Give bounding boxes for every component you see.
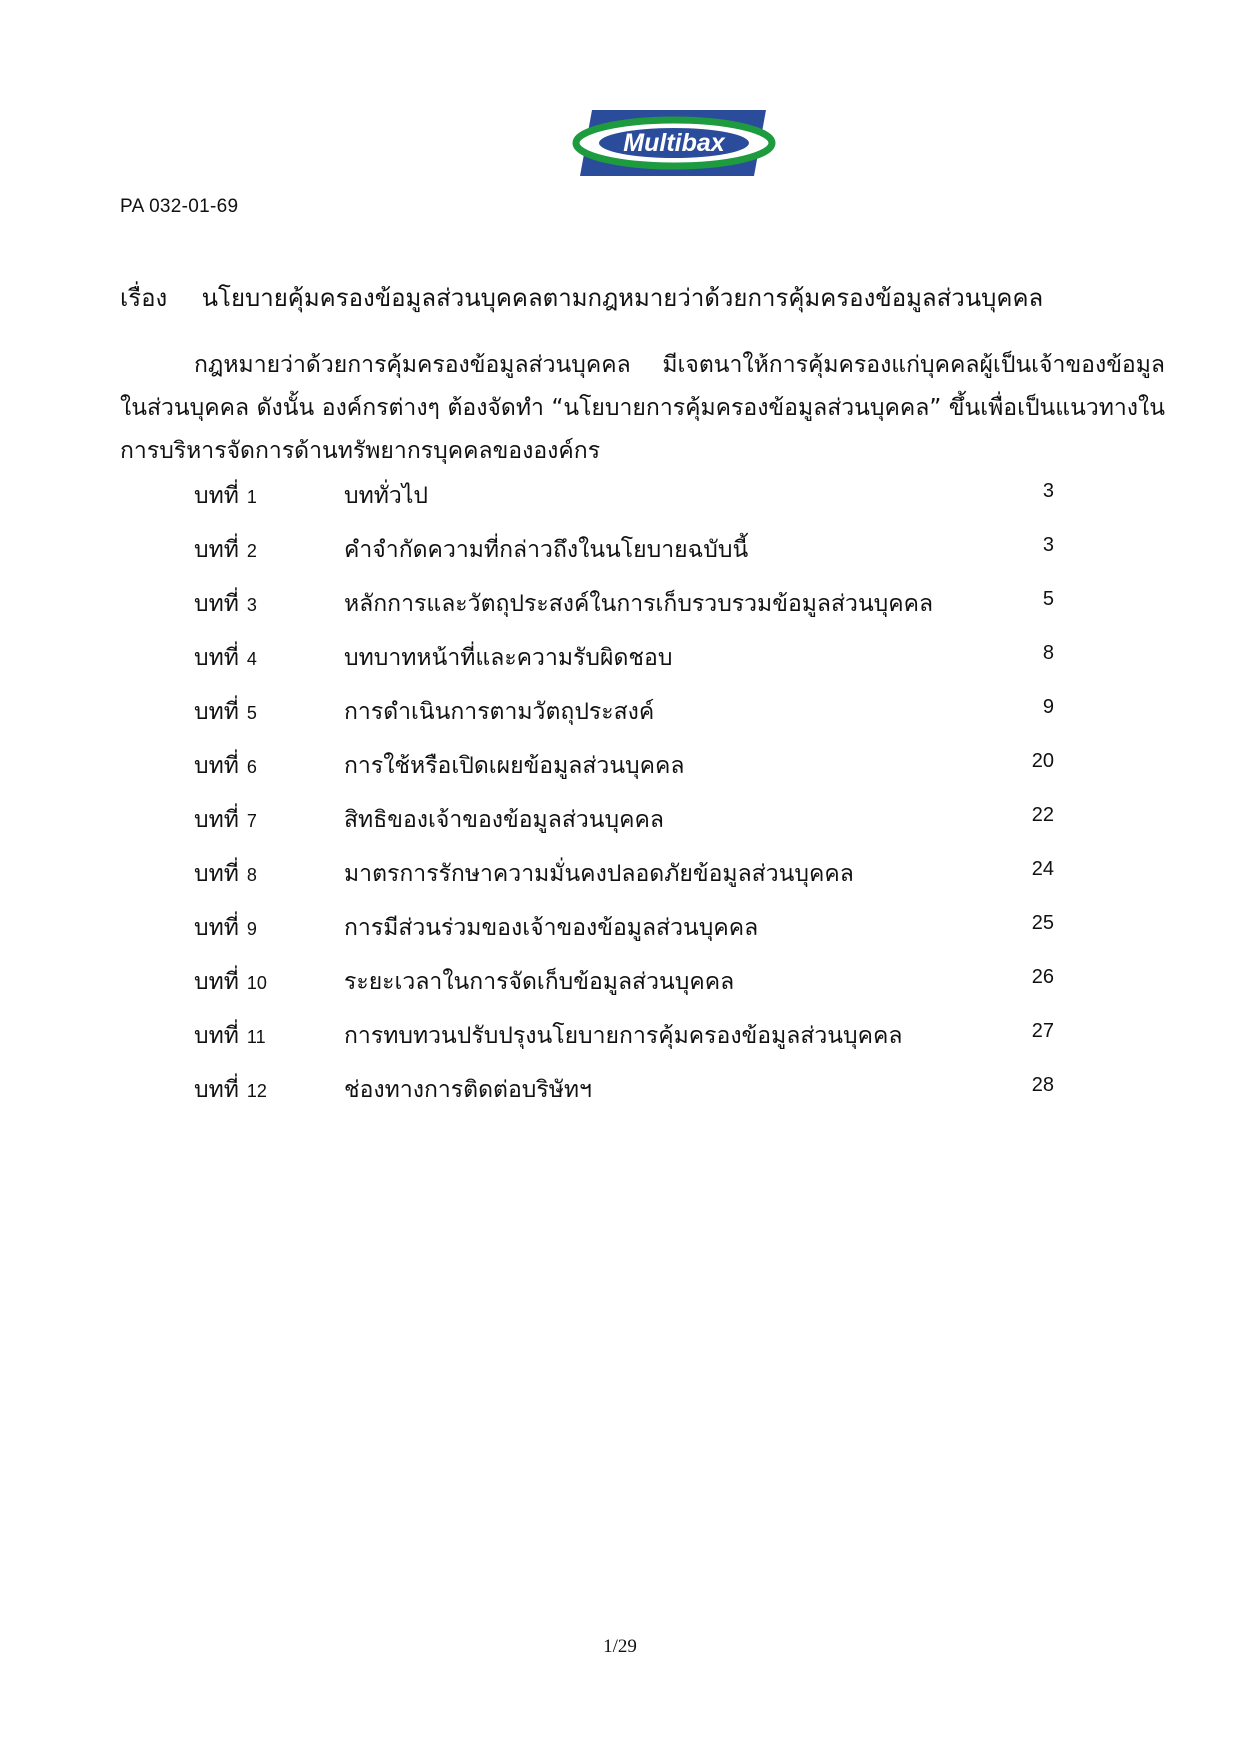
toc-row-2 xyxy=(194,532,1054,586)
toc-chapter-word: บทที่ xyxy=(194,483,239,509)
toc-chapter-number: 2 xyxy=(246,541,257,561)
document-code: PA 032-01-69 xyxy=(120,196,239,217)
page-number: 1/29 xyxy=(603,1636,637,1657)
toc-row-9 xyxy=(194,910,1054,964)
toc-title: คำจำกัดความที่กล่าวถึงในนโยบายฉบับนี้ xyxy=(344,537,749,563)
toc-chapter-word: บทที่ xyxy=(194,591,239,617)
toc-chapter-number: 11 xyxy=(246,1027,266,1047)
toc-page: 27 xyxy=(1031,1020,1054,1042)
toc-chapter-word: บทที่ xyxy=(194,969,239,995)
toc-chapter-word: บทที่ xyxy=(194,861,239,887)
toc-chapter xyxy=(194,748,257,784)
toc-title: ระยะเวลาในการจัดเก็บข้อมูลส่วนบุคคล xyxy=(344,969,735,995)
toc-chapter xyxy=(194,694,257,730)
toc-chapter xyxy=(194,856,257,892)
toc-chapter xyxy=(194,640,257,676)
subject-text: นโยบายคุ้มครองข้อมูลส่วนบุคคลตามกฎหมายว่าด้วยการคุ้มครองข้อมูลส่วนบุคคล xyxy=(201,284,1044,312)
toc-title: หลักการและวัตถุประสงค์ในการเก็บรวบรวมข้อมูลส่วนบุคคล xyxy=(344,591,934,617)
toc-title: ช่องทางการติดต่อบริษัทฯ xyxy=(344,1077,592,1103)
toc-chapter xyxy=(194,586,257,622)
toc-chapter-word: บทที่ xyxy=(194,915,239,941)
toc-title: บทบาทหน้าที่และความรับผิดชอบ xyxy=(344,645,673,671)
toc-chapter xyxy=(194,1072,267,1108)
toc-page: 3 xyxy=(1042,480,1054,502)
toc-chapter-number: 10 xyxy=(246,973,267,993)
table-of-contents xyxy=(194,478,1054,1126)
toc-chapter-number: 12 xyxy=(246,1081,267,1101)
toc-chapter-number: 4 xyxy=(246,649,257,669)
toc-page: 8 xyxy=(1042,642,1054,664)
subject-label: เรื่อง xyxy=(120,284,168,312)
subject-line xyxy=(120,278,1043,317)
toc-chapter xyxy=(194,910,257,946)
toc-row-1 xyxy=(194,478,1054,532)
toc-row-4 xyxy=(194,640,1054,694)
toc-chapter-word: บทที่ xyxy=(194,807,239,833)
toc-chapter xyxy=(194,532,257,568)
toc-page: 3 xyxy=(1042,534,1054,556)
toc-row-10 xyxy=(194,964,1054,1018)
toc-title: มาตรการรักษาความมั่นคงปลอดภัยข้อมูลส่วนบุคคล xyxy=(344,861,854,887)
toc-chapter xyxy=(194,1018,266,1054)
toc-chapter-word: บทที่ xyxy=(194,699,239,725)
toc-row-11 xyxy=(194,1018,1054,1072)
toc-chapter-number: 9 xyxy=(246,919,257,939)
toc-row-8 xyxy=(194,856,1054,910)
toc-title: การใช้หรือเปิดเผยข้อมูลส่วนบุคคล xyxy=(344,753,685,779)
toc-row-3 xyxy=(194,586,1054,640)
toc-chapter-number: 8 xyxy=(246,865,257,885)
toc-chapter-word: บทที่ xyxy=(194,645,239,671)
toc-title: การดำเนินการตามวัตถุประสงค์ xyxy=(344,699,655,725)
toc-page: 22 xyxy=(1031,804,1054,826)
toc-row-12 xyxy=(194,1072,1054,1126)
toc-chapter-word: บทที่ xyxy=(194,537,239,563)
toc-chapter-number: 6 xyxy=(246,757,257,777)
toc-title: สิทธิของเจ้าของข้อมูลส่วนบุคคล xyxy=(344,807,664,833)
toc-row-7 xyxy=(194,802,1054,856)
toc-row-5 xyxy=(194,694,1054,748)
toc-chapter-number: 7 xyxy=(246,811,257,831)
toc-page: 28 xyxy=(1031,1074,1054,1096)
toc-page: 5 xyxy=(1042,588,1054,610)
toc-title: การทบทวนปรับปรุงนโยบายการคุ้มครองข้อมูลส่วนบุคคล xyxy=(344,1023,903,1049)
toc-chapter-number: 1 xyxy=(246,487,257,507)
toc-chapter-number: 5 xyxy=(246,703,257,723)
toc-chapter-word: บทที่ xyxy=(194,1077,239,1103)
toc-chapter xyxy=(194,478,257,514)
toc-page: 25 xyxy=(1031,912,1054,934)
toc-chapter xyxy=(194,964,267,1000)
toc-row-6 xyxy=(194,748,1054,802)
toc-page: 9 xyxy=(1042,696,1054,718)
toc-chapter-word: บทที่ xyxy=(194,753,239,779)
toc-page: 20 xyxy=(1031,750,1054,772)
toc-title: บททั่วไป xyxy=(344,483,429,509)
multibax-logo xyxy=(570,106,780,180)
logo-text: Multibax xyxy=(623,129,725,157)
toc-chapter-word: บทที่ xyxy=(194,1023,239,1049)
toc-page: 26 xyxy=(1031,966,1054,988)
toc-chapter xyxy=(194,802,257,838)
intro-paragraph: กฎหมายว่าด้วยการคุ้มครองข้อมูลส่วนบุคคล มีเจตนาให้การคุ้มครองแก่บุคคลผู้เป็นเจ้าของข้อมูลในส่วนบุคคล ดังนั้น องค์กรต่างๆ ต้องจัดทำ “นโยบายการคุ้มครองข้อมูลส่วนบุคคล” ขึ้นเพื่อเป็นแนวทางในการบริหารจัดการด้านทรัพยากรบุคคลขององค์กร xyxy=(120,352,1165,464)
toc-page: 24 xyxy=(1031,858,1054,880)
toc-title: การมีส่วนร่วมของเจ้าของข้อมูลส่วนบุคคล xyxy=(344,915,759,941)
toc-chapter-number: 3 xyxy=(246,595,257,615)
